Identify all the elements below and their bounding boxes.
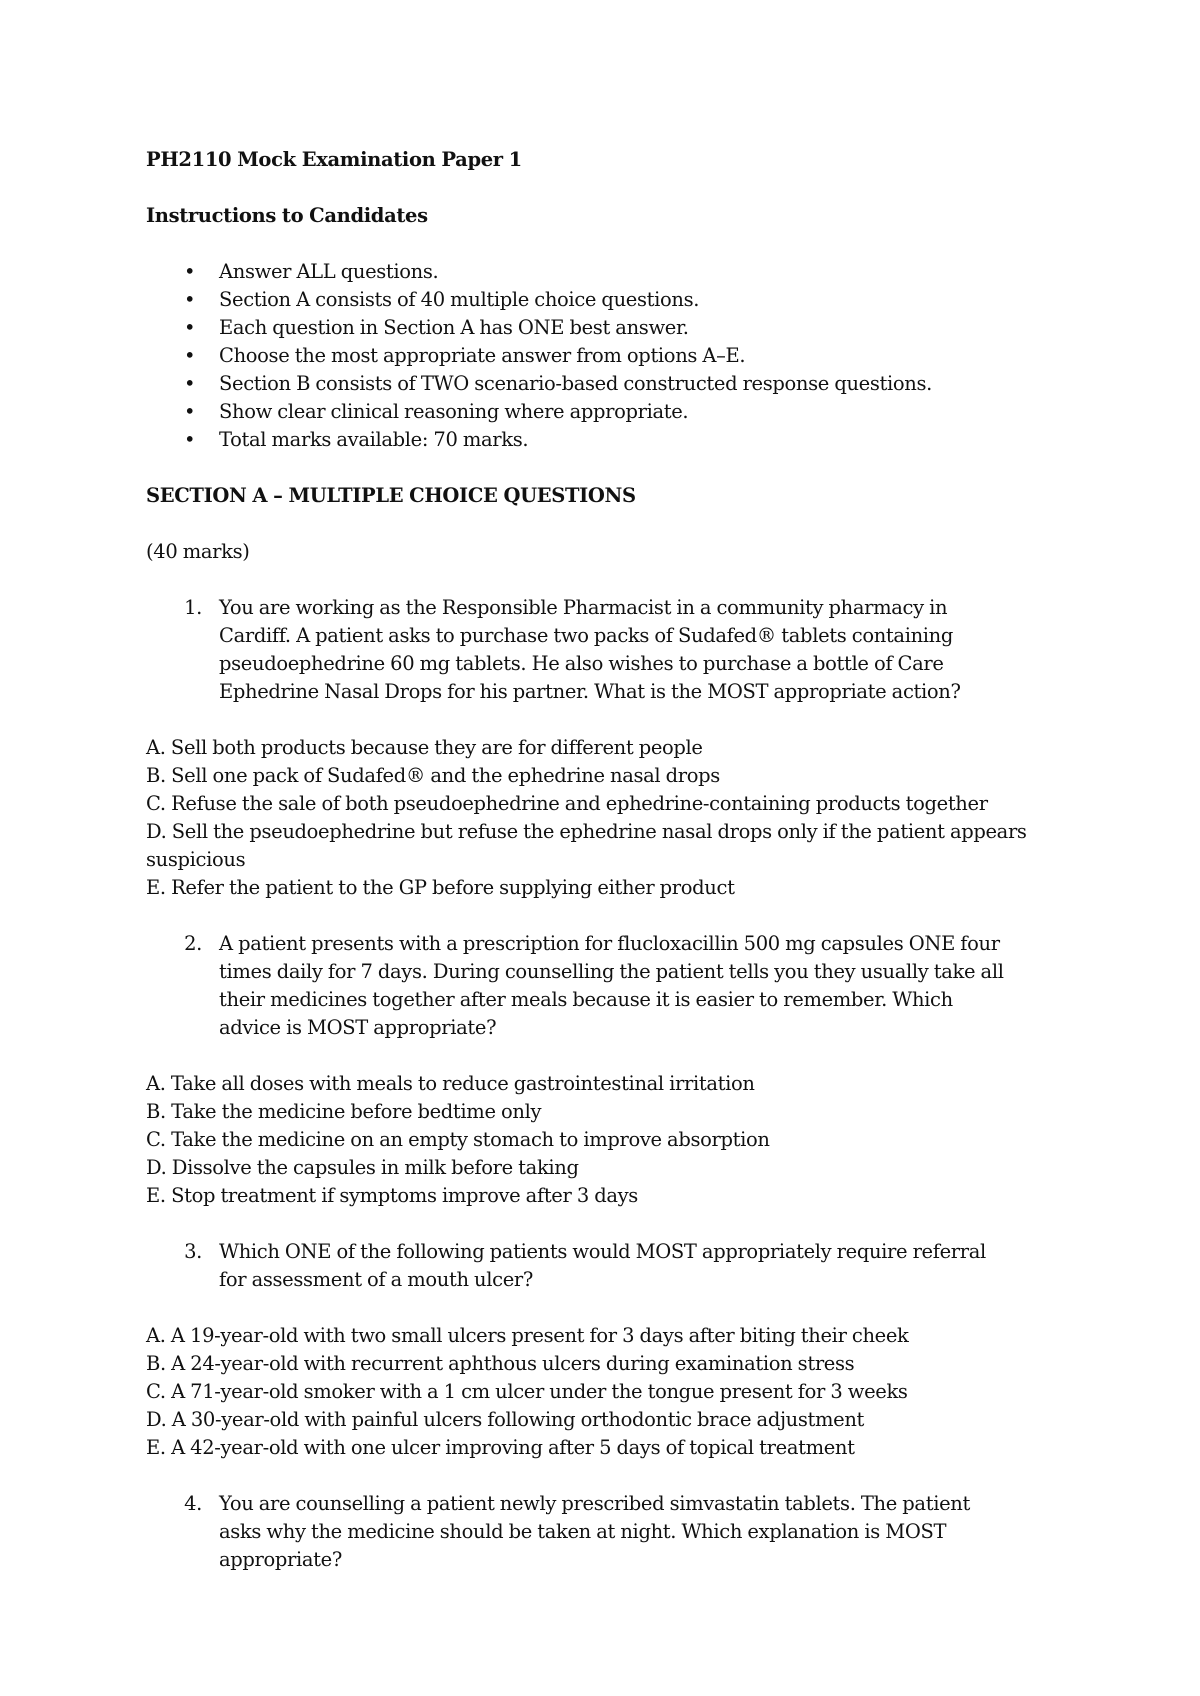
answer-option: E. Refer the patient to the GP before supplying either product bbox=[146, 876, 735, 899]
question-3 bbox=[146, 1238, 1066, 1294]
answer-option: E. A 42-year-old with one ulcer improving after 5 days of topical treatment bbox=[146, 1436, 855, 1459]
instruction-item: • Answer ALL questions. bbox=[146, 258, 1066, 286]
instructions-heading: Instructions to Candidates bbox=[146, 204, 428, 227]
answer-option: C. Take the medicine on an empty stomach to improve absorption bbox=[146, 1128, 770, 1151]
answer-option: D. Sell the pseudoephedrine but refuse the ephedrine nasal drops only if the patient appears suspicious bbox=[146, 820, 1027, 871]
question-1-options bbox=[146, 734, 1066, 902]
question-number: 2. bbox=[184, 932, 202, 955]
answer-option: C. Refuse the sale of both pseudoephedrine and ephedrine-containing products together bbox=[146, 792, 988, 815]
instruction-item: • Each question in Section A has ONE best answer. bbox=[146, 314, 1066, 342]
question-number: 4. bbox=[184, 1492, 202, 1515]
answer-option: A. A 19-year-old with two small ulcers present for 3 days after biting their cheek bbox=[146, 1324, 909, 1347]
paper-title: PH2110 Mock Examination Paper 1 bbox=[146, 148, 522, 171]
question-3-options bbox=[146, 1322, 1066, 1462]
answer-option: E. Stop treatment if symptoms improve after 3 days bbox=[146, 1184, 638, 1207]
question-text: You are counselling a patient newly prescribed simvastatin tablets. The patient asks why the medicine should be taken at night. Which explanation is MOST appropriate? bbox=[219, 1492, 970, 1571]
question-1 bbox=[146, 594, 1066, 706]
question-2-options bbox=[146, 1070, 1066, 1210]
answer-option: A. Take all doses with meals to reduce gastrointestinal irritation bbox=[146, 1072, 755, 1095]
instruction-item: • Section B consists of TWO scenario-based constructed response questions. bbox=[146, 370, 1066, 398]
question-text: You are working as the Responsible Pharmacist in a community pharmacy in Cardiff. A patient asks to purchase two packs of Sudafed® tablets containing pseudoephedrine 60 mg tablets. He also wishes to purchase a bottle of Care Ephedrine Nasal Drops for his partner. What is the MOST appropriate action? bbox=[219, 596, 961, 703]
answer-option: B. A 24-year-old with recurrent aphthous ulcers during examination stress bbox=[146, 1352, 855, 1375]
question-number: 3. bbox=[184, 1240, 202, 1263]
section-a-marks: (40 marks) bbox=[146, 540, 250, 563]
answer-option: C. A 71-year-old smoker with a 1 cm ulcer under the tongue present for 3 weeks bbox=[146, 1380, 908, 1403]
instruction-item: • Total marks available: 70 marks. bbox=[146, 426, 1066, 454]
instruction-item: • Section A consists of 40 multiple choice questions. bbox=[146, 286, 1066, 314]
instruction-item: • Show clear clinical reasoning where appropriate. bbox=[146, 398, 1066, 426]
question-2 bbox=[146, 930, 1066, 1042]
instructions-list bbox=[146, 258, 1066, 454]
answer-option: D. Dissolve the capsules in milk before taking bbox=[146, 1156, 579, 1179]
answer-option: B. Take the medicine before bedtime only bbox=[146, 1100, 542, 1123]
answer-option: D. A 30-year-old with painful ulcers following orthodontic brace adjustment bbox=[146, 1408, 865, 1431]
question-text: A patient presents with a prescription for flucloxacillin 500 mg capsules ONE four times daily for 7 days. During counselling the patient tells you they usually take all their medicines together after meals because it is easier to remember. Which advice is MOST appropriate? bbox=[219, 932, 1004, 1039]
answer-option: A. Sell both products because they are for different people bbox=[146, 736, 703, 759]
question-text: Which ONE of the following patients would MOST appropriately require referral for assessment of a mouth ulcer? bbox=[219, 1240, 986, 1291]
question-number: 1. bbox=[184, 596, 202, 619]
answer-option: B. Sell one pack of Sudafed® and the ephedrine nasal drops bbox=[146, 764, 720, 787]
question-4 bbox=[146, 1490, 1066, 1574]
section-a-heading: SECTION A – MULTIPLE CHOICE QUESTIONS bbox=[146, 484, 636, 507]
exam-paper-page bbox=[146, 146, 1066, 1574]
instruction-item: • Choose the most appropriate answer from options A–E. bbox=[146, 342, 1066, 370]
